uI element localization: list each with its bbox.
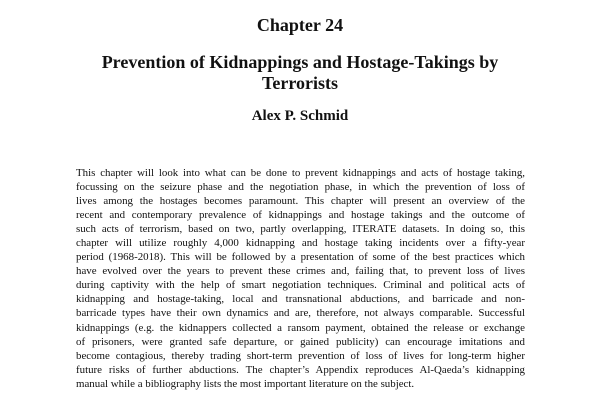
chapter-number: Chapter 24 [256, 15, 344, 35]
abstract-line: kidnapping and hostage-taking, local and transnational abductions, and barricade and non- [76, 293, 525, 306]
abstract-line: period (1968-2018). This will be followed by a presentation of some of the best practices which [76, 251, 525, 264]
abstract-line: such acts of terrorism, based on two, partly overlapping, ITERATE datasets. In doing so, this [76, 223, 525, 236]
abstract-line: manual while a bibliography lists the most important literature on the subject. [76, 377, 415, 390]
chapter-title: Prevention of Kidnappings and Hostage-Takings by Terrorists [101, 52, 499, 93]
abstract-line: chapter will utilize roughly 4,000 kidnapping and hostage taking incidents over a fifty-year [76, 237, 525, 250]
abstract-line: barricade types have their own dynamics and are, therefore, not always comparable. Successful [76, 307, 525, 320]
abstract-line: focussing on the seizure phase and the negotiation phase, in which the prevention of loss of [76, 181, 525, 194]
abstract-paragraph [76, 166, 525, 391]
abstract-line: of prisoners, were granted safe departure, or gained publicity) can encourage imitations and [76, 335, 525, 348]
abstract-line: during captivity with the help of smart negotiation techniques. Criminal and political acts of [76, 279, 525, 292]
abstract-line: kidnappings (e.g. the kidnappers collected a ransom payment, obtained the release or exchange [76, 321, 525, 334]
abstract-line: have evolved over the years to prevent these crimes and, failing that, to prevent loss of lives [76, 265, 525, 278]
abstract-line: become contagious, thereby trading short-term prevention of loss of lives for long-term higher [76, 349, 525, 362]
abstract-line: future risks of further abductions. The chapter’s Appendix reproduces Al-Qaeda’s kidnapping [76, 363, 525, 376]
author-name: Alex P. Schmid [251, 108, 349, 124]
abstract-line: This chapter will look into what can be done to prevent kidnappings and acts of hostage taking, [76, 167, 525, 179]
abstract-line: lives among the hostages becomes paramount. This chapter will present an overview of the [76, 195, 525, 208]
abstract-line: recent and contemporary prevalence of kidnappings and hostage takings and the outcome of [76, 209, 525, 222]
